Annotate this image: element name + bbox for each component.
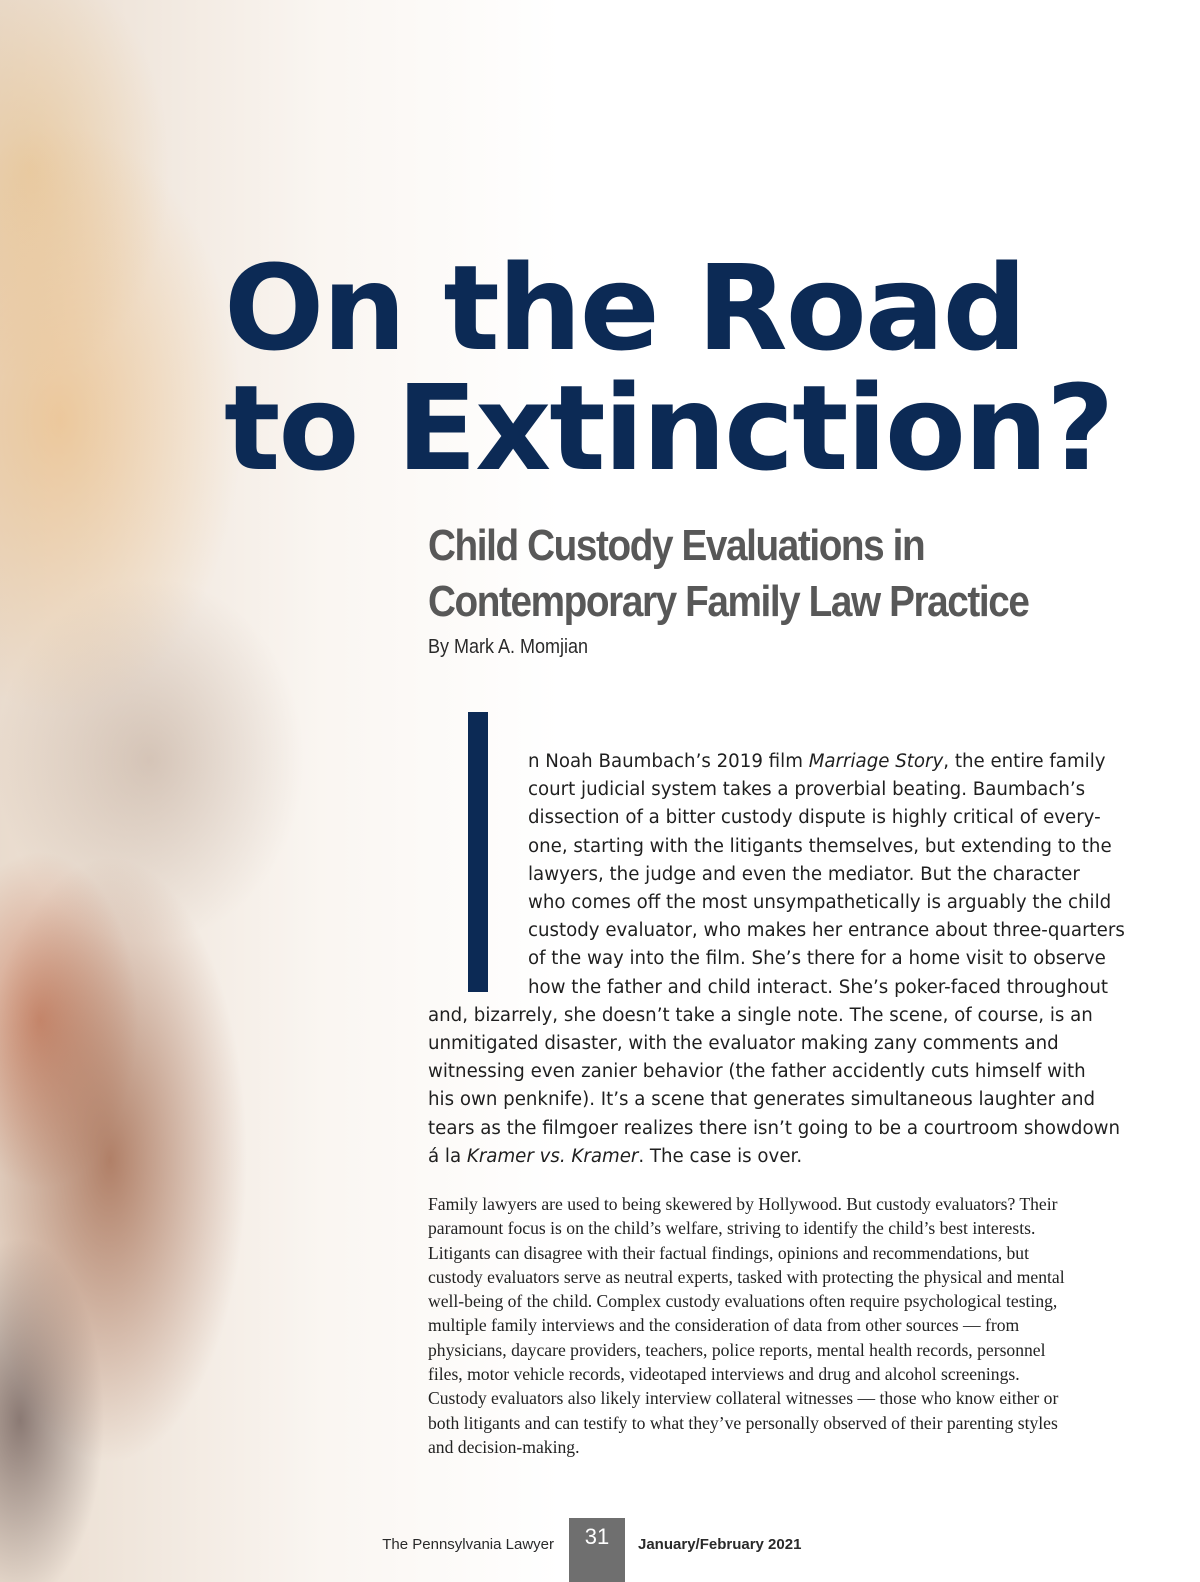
paragraph-line: custody evaluator, who makes her entrance about three-quarters [528,920,1125,942]
paragraph-line: both litigants and can testify to what they’ve personally observed of their parenting styles [428,1412,1058,1433]
article-subtitle [428,518,1062,630]
subtitle-line: Child Custody Evaluations in [428,521,925,570]
paragraph-line: files, motor vehicle records, videotaped interviews and drug and alcohol screenings. [428,1364,1020,1385]
paragraph-line: who comes off the most unsympathetically is arguably the child [528,892,1112,914]
paragraph-line [428,748,1140,776]
paragraph-line: multiple family interviews and the consideration of data from other sources — from [428,1315,1020,1336]
text-run: . The case is over. [638,1145,803,1167]
page-number: 31 [569,1518,625,1582]
issue-date: January/February 2021 [638,1536,802,1553]
paragraph-line: physicians, daycare providers, teachers, police reports, mental health records, personnel [428,1339,1046,1360]
paragraph-line: and, bizarrely, she doesn’t take a single note. The scene, of course, is an [428,1004,1093,1026]
title-line: to Extinction? [224,359,1113,497]
paragraph-line: and decision-making. [428,1436,580,1457]
subtitle-line: Contemporary Family Law Practice [428,577,1029,626]
paragraph-line: of the way into the film. She’s there for a home visit to observe [528,948,1106,970]
paragraph-line: lawyers, the judge and even the mediator. But the character [528,863,1080,885]
paragraph-line: Family lawyers are used to being skewered by Hollywood. But custody evaluators? Their [428,1194,1058,1214]
paragraph-line: witnessing even zanier behavior (the father accidently cuts himself with [428,1061,1086,1083]
text-run: á la [428,1145,467,1167]
byline: By Mark A. Momjian [428,636,589,658]
paragraph-line: Litigants can disagree with their factual findings, opinions and recommendations, but [428,1242,1029,1263]
film-title: Marriage Story [808,751,944,772]
article-title [224,239,1184,497]
body-paragraph [428,1192,1140,1459]
film-title: Kramer vs. Kramer [466,1145,639,1167]
paragraph-line: custody evaluators serve as neutral experts, tasked with protecting the physical and mental [428,1266,1065,1287]
paragraph-line [428,1143,1140,1171]
title-line: On the Road [224,239,1025,377]
paragraph-line: his own penknife). It’s a scene that generates simultaneous laughter and [428,1089,1096,1111]
paragraph-line: Custody evaluators also likely interview collateral witnesses — those who know either or [428,1388,1059,1409]
paragraph-line: unmitigated disaster, with the evaluator making zany comments and [428,1033,1059,1055]
paragraph-line: dissection of a bitter custody dispute is highly critical of every- [528,807,1101,829]
publication-name: The Pennsylvania Lawyer [382,1536,554,1553]
paragraph-line: paramount focus is on the child’s welfare, striving to identify the child’s best interests. [428,1218,1036,1239]
text-run: n Noah Baumbach’s 2019 film [528,751,809,772]
paragraph-line: how the father and child interact. She’s poker-faced throughout [528,976,1109,998]
lead-paragraph [428,748,1140,1171]
text-run: , the entire family [943,751,1106,772]
paragraph-line: court judicial system takes a proverbial beating. Baumbach’s [528,779,1086,801]
paragraph-line: tears as the filmgoer realizes there isn’t going to be a courtroom showdown [428,1117,1120,1139]
paragraph-line: one, starting with the litigants themselves, but extending to the [528,835,1112,857]
paragraph-line: well-being of the child. Complex custody evaluations often require psychological testing, [428,1291,1058,1312]
